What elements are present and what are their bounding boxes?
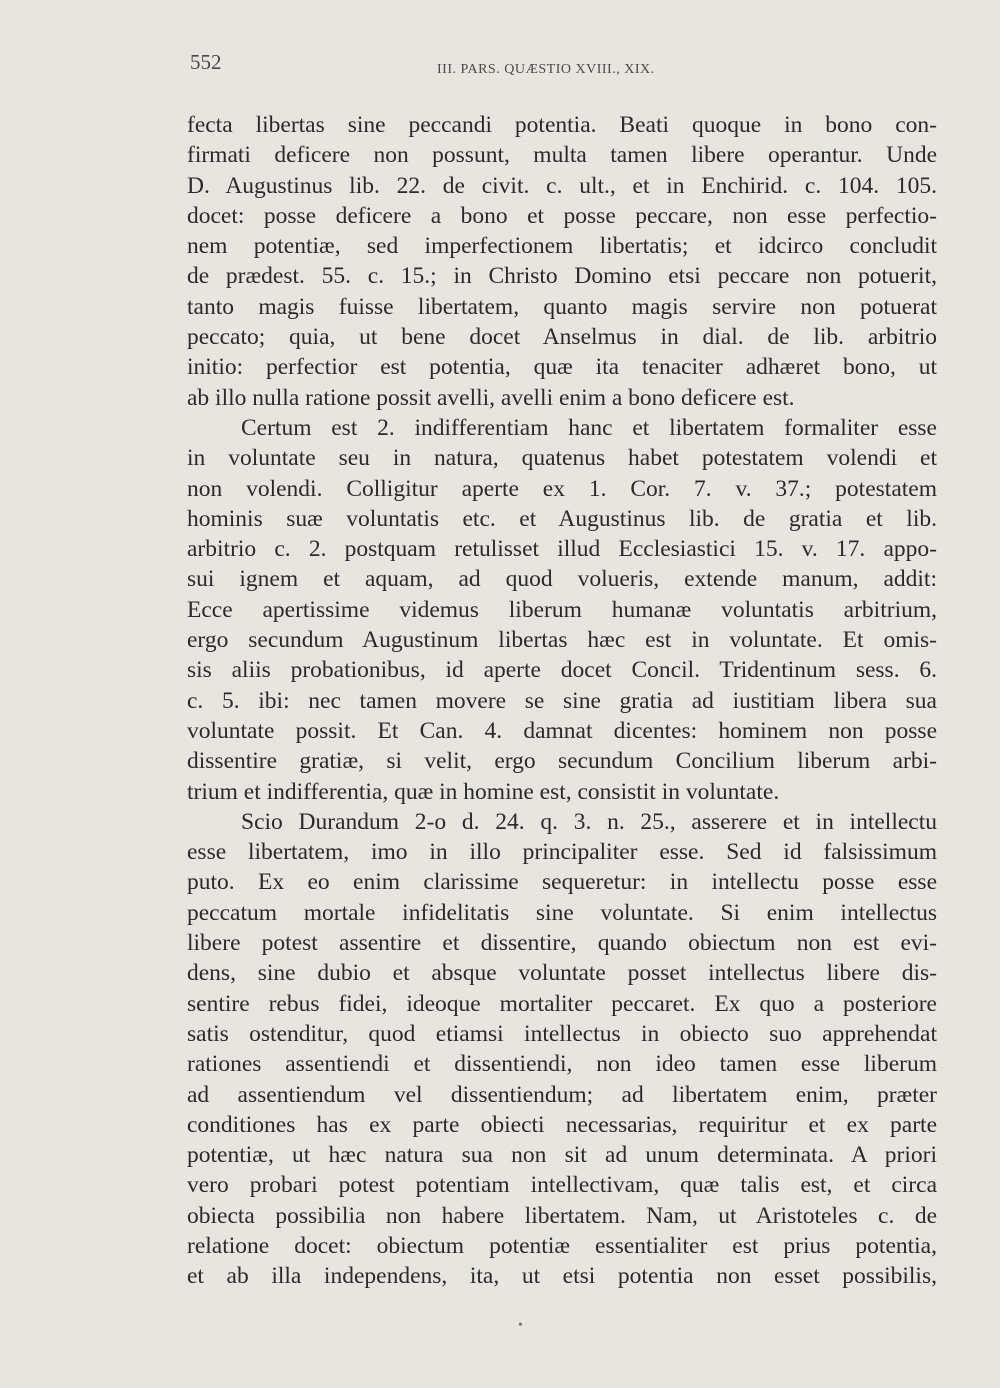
text-line: trium et indifferentia, quæ in homine est, consistit in voluntate. (187, 778, 780, 805)
text-line: ergo secundum Augustinum libertas hæc est in voluntate. Et omis- (187, 627, 937, 654)
text-line: esse libertatem, imo in illo principaliter esse. Sed id falsissimum (187, 839, 937, 866)
text-line: non volendi. Colligitur aperte ex 1. Cor. 7. v. 37.; potestatem (187, 475, 937, 502)
text-line: sui ignem et aquam, ad quod volueris, extende manum, addit: (187, 566, 937, 593)
text-line: Certum est 2. indifferentiam hanc et libertatem formaliter esse (241, 414, 937, 441)
running-head: III. PARS. QUÆSTIO XVIII., XIX. (437, 62, 655, 77)
text-line: tanto magis fuisse libertatem, quanto magis servire non potuerat (187, 293, 937, 320)
text-line: D. Augustinus lib. 22. de civit. c. ult., et in Enchirid. c. 104. 105. (187, 172, 937, 199)
text-line: docet: posse deficere a bono et posse peccare, non esse perfectio- (187, 202, 937, 229)
text-line: conditiones has ex parte obiecti necessarias, requiritur et ex parte (187, 1111, 937, 1138)
printer-mark: • (518, 1318, 523, 1333)
text-line: Scio Durandum 2-o d. 24. q. 3. n. 25., asserere et in intellectu (241, 808, 937, 835)
text-line: Ecce apertissime videmus liberum humanæ voluntatis arbitrium, (187, 596, 937, 623)
text-line: libere potest assentire et dissentire, quando obiectum non est evi- (187, 930, 937, 957)
text-line: vero probari potest potentiam intellectivam, quæ talis est, et circa (187, 1172, 937, 1199)
text-line: c. 5. ibi: nec tamen movere se sine gratia ad iustitiam libera sua (187, 687, 937, 714)
text-line: peccato; quia, ut bene docet Anselmus in dial. de lib. arbitrio (187, 324, 937, 351)
text-line: ab illo nulla ratione possit avelli, avelli enim a bono deficere est. (187, 384, 795, 411)
text-line: puto. Ex eo enim clarissime sequeretur: in intellectu posse esse (187, 869, 937, 896)
text-line: in voluntate seu in natura, quatenus habet potestatem volendi et (187, 445, 937, 472)
text-line: potentiæ, ut hæc natura sua non sit ad unum determinata. A priori (187, 1142, 937, 1169)
page-number: 552 (190, 50, 222, 74)
text-line: dissentire gratiæ, si velit, ergo secundum Concilium liberum arbi- (187, 748, 937, 775)
text-line: de prædest. 55. c. 15.; in Christo Domino etsi peccare non potuerit, (187, 263, 937, 290)
text-line: hominis suæ voluntatis etc. et Augustinus lib. de gratia et lib. (187, 505, 937, 532)
text-line: arbitrio c. 2. postquam retulisset illud Ecclesiastici 15. v. 17. appo- (187, 536, 937, 563)
text-line: fecta libertas sine peccandi potentia. Beati quoque in bono con- (187, 112, 937, 138)
body-text (187, 110, 937, 1292)
text-line: sis aliis probationibus, id aperte docet Concil. Tridentinum sess. 6. (187, 657, 937, 684)
text-line: voluntate possit. Et Can. 4. damnat dicentes: hominem non posse (187, 717, 937, 744)
text-line: peccatum mortale infidelitatis sine voluntate. Si enim intellectus (187, 899, 937, 926)
text-line: relatione docet: obiectum potentiæ essentialiter est prius potentia, (187, 1232, 937, 1259)
text-line: ad assentiendum vel dissentiendum; ad libertatem enim, præter (187, 1081, 937, 1108)
text-line: initio: perfectior est potentia, quæ ita tenaciter adhæret bono, ut (187, 354, 937, 381)
text-line: firmati deficere non possunt, multa tamen libere operantur. Unde (187, 142, 937, 169)
text-line: obiecta possibilia non habere libertatem. Nam, ut Aristoteles c. de (187, 1202, 937, 1229)
text-line: satis ostenditur, quod etiamsi intellectus in obiecto suo apprehendat (187, 1020, 937, 1047)
text-line: sentire rebus fidei, ideoque mortaliter peccaret. Ex quo a posteriore (187, 990, 937, 1017)
text-line: dens, sine dubio et absque voluntate posset intellectus libere dis- (187, 960, 937, 987)
text-line: nem potentiæ, sed imperfectionem libertatis; et idcirco concludit (187, 233, 937, 260)
text-line: rationes assentiendi et dissentiendi, non ideo tamen esse liberum (187, 1051, 937, 1078)
text-line: et ab illa independens, ita, ut etsi potentia non esset possibilis, (187, 1263, 937, 1290)
